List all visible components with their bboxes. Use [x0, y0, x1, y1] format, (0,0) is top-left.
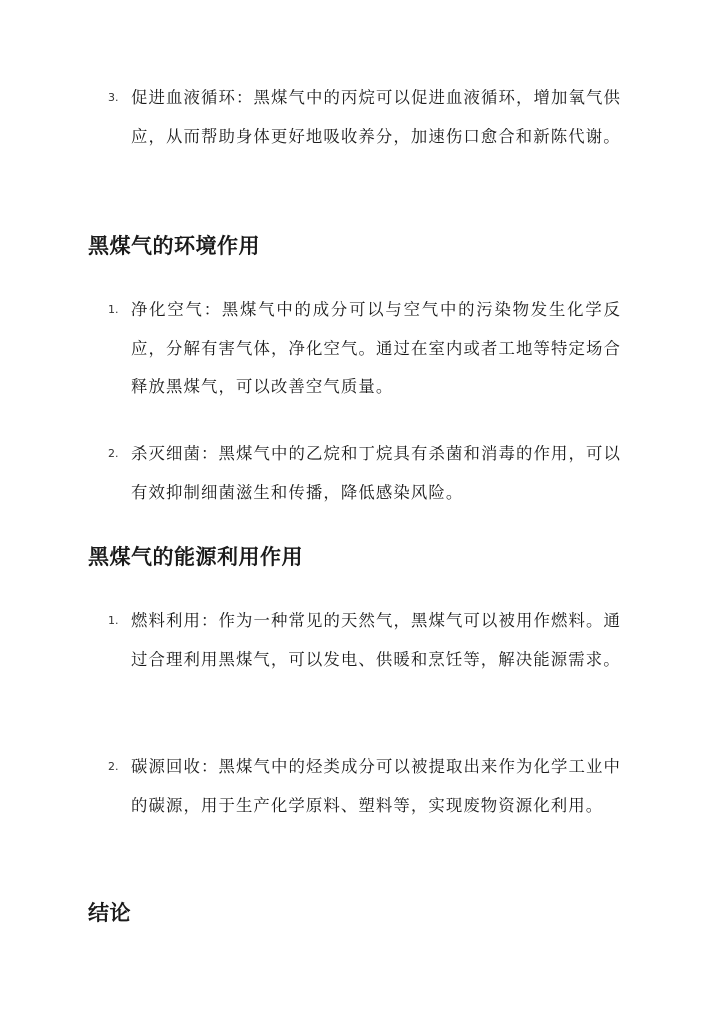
section-heading-conclusion: 结论: [88, 901, 131, 925]
list-number: 2.: [108, 760, 119, 773]
section-heading-energy: 黑煤气的能源利用作用: [88, 545, 303, 569]
list-item-text: 净化空气：黑煤气中的成分可以与空气中的污染物发生化学反应，分解有害气体，净化空气。通过在室内或者工地等特定场合释放黑煤气，可以改善空气质量。: [131, 300, 621, 397]
section-heading-environment: 黑煤气的环境作用: [88, 234, 260, 258]
list-item-text: 促进血液循环：黑煤气中的丙烷可以促进血液循环，增加氧气供应，从而帮助身体更好地吸收养分，加速伤口愈合和新陈代谢。: [131, 88, 621, 146]
list-number: 1.: [108, 614, 119, 627]
list-number: 2.: [108, 447, 119, 460]
list-number: 3.: [108, 91, 119, 104]
list-item-text: 碳源回收：黑煤气中的烃类成分可以被提取出来作为化学工业中的碳源，用于生产化学原料、塑料等，实现废物资源化利用。: [131, 757, 621, 815]
list-number: 1.: [108, 303, 119, 316]
list-item-text: 燃料利用：作为一种常见的天然气，黑煤气可以被用作燃料。通过合理利用黑煤气，可以发电、供暖和烹饪等，解决能源需求。: [131, 611, 621, 669]
list-item-text: 杀灭细菌：黑煤气中的乙烷和丁烷具有杀菌和消毒的作用，可以有效抑制细菌滋生和传播，降低感染风险。: [131, 444, 621, 502]
